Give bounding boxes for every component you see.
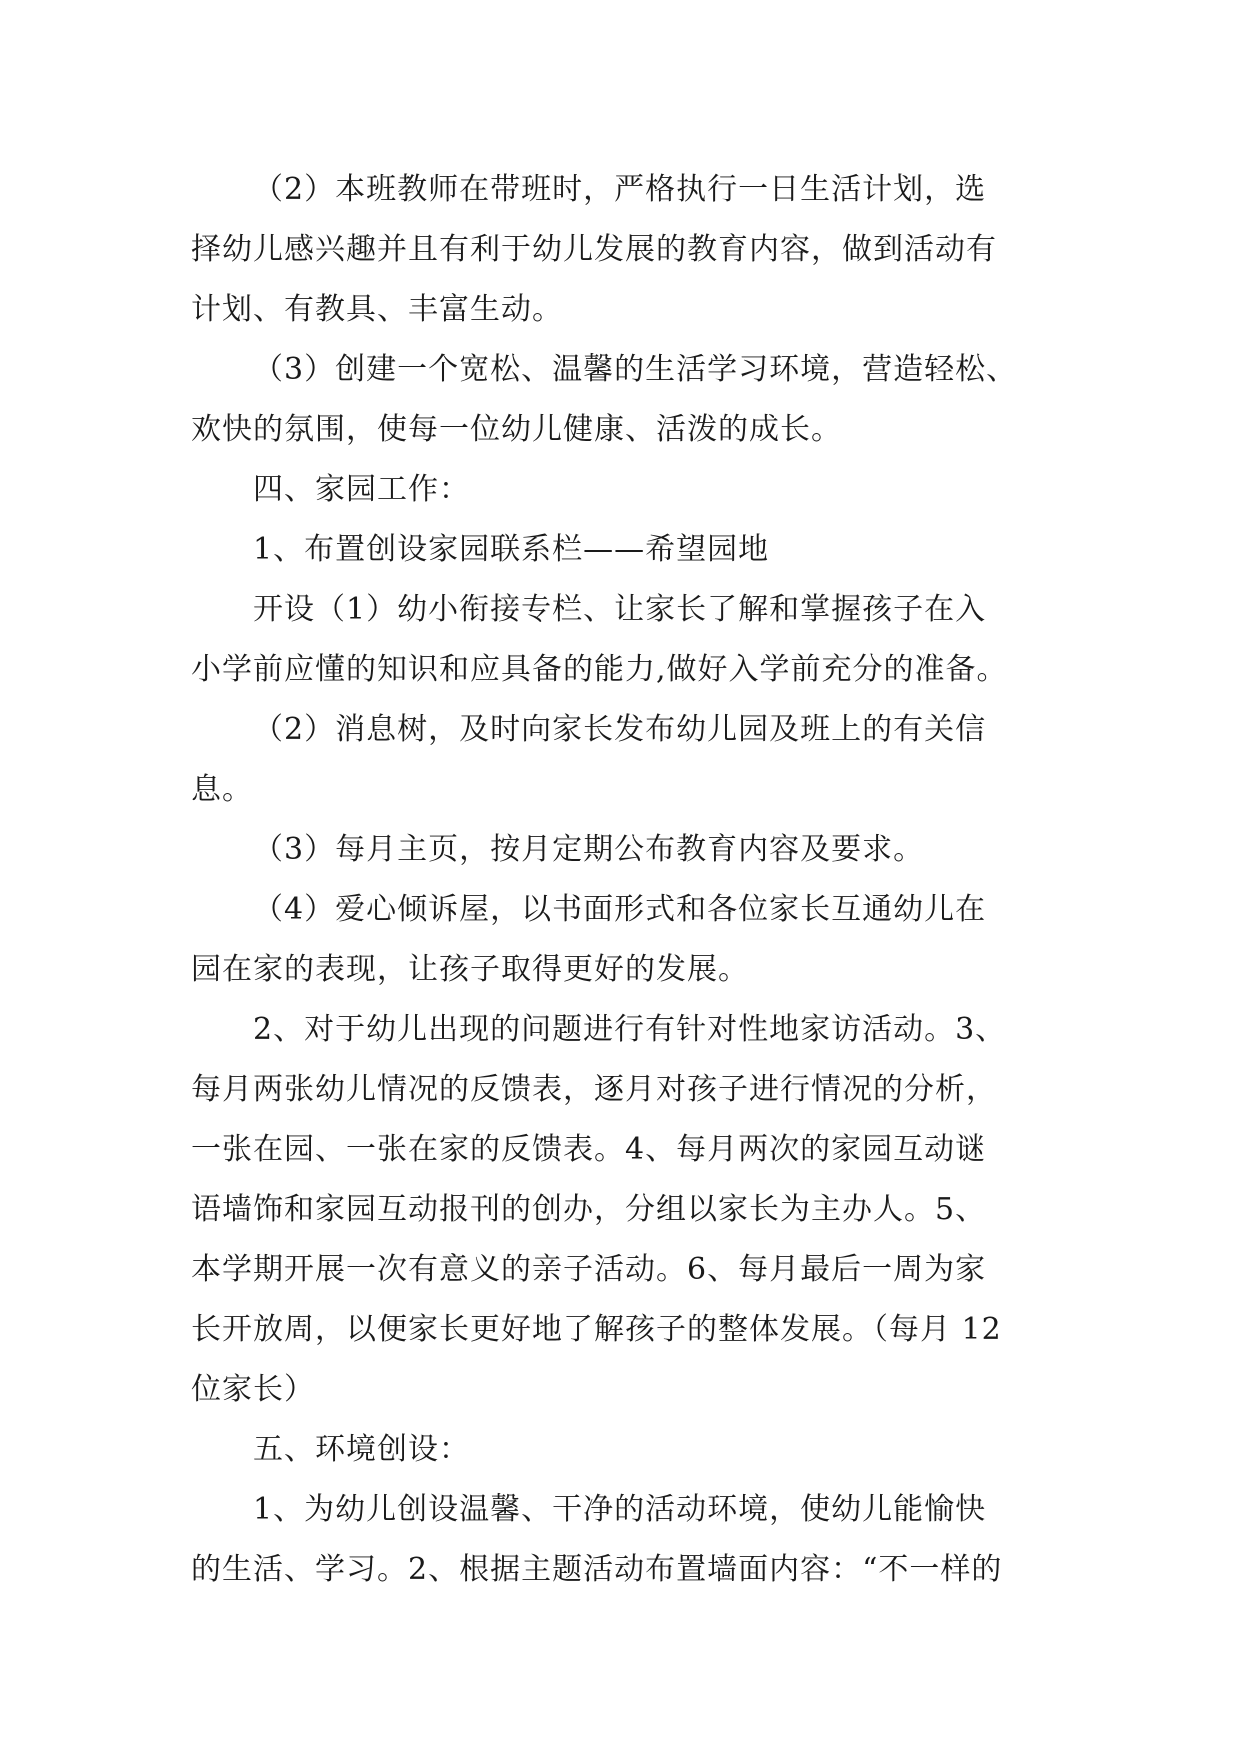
section-heading: 四、家园工作： [253, 472, 470, 507]
text-line: 1、布置创设家园联系栏——希望园地 [253, 532, 770, 567]
text-line: 2、对于幼儿出现的问题进行有针对性地家访活动。3、 [253, 1012, 1007, 1047]
text-line: 长开放周，以便家长更好地了解孩子的整体发展。（每月 12 [191, 1312, 1002, 1347]
section-heading: 五、环境创设： [253, 1432, 470, 1467]
text-line: 位家长） [191, 1372, 315, 1407]
text-line: 开设（1）幼小衔接专栏、让家长了解和掌握孩子在入 [253, 592, 987, 627]
text-line: （3）创建一个宽松、温馨的生活学习环境，营造轻松、 [253, 352, 1018, 387]
text-line: 本学期开展一次有意义的亲子活动。6、每月最后一周为家 [191, 1252, 987, 1287]
text-line: （2）消息树，及时向家长发布幼儿园及班上的有关信 [253, 712, 987, 747]
text-line: 每月两张幼儿情况的反馈表，逐月对孩子进行情况的分析， [191, 1072, 997, 1107]
text-line: 的生活、学习。2、根据主题活动布置墙面内容：“不一样的 [191, 1552, 1003, 1587]
document-body [191, 160, 1061, 1600]
text-line: 择幼儿感兴趣并且有利于幼儿发展的教育内容，做到活动有 [191, 232, 997, 267]
text-line: 语墙饰和家园互动报刊的创办，分组以家长为主办人。5、 [191, 1192, 987, 1227]
text-line: （2）本班教师在带班时，严格执行一日生活计划，选 [253, 172, 987, 207]
text-line: （3）每月主页，按月定期公布教育内容及要求。 [253, 832, 925, 867]
text-line: 1、为幼儿创设温馨、干净的活动环境，使幼儿能愉快 [253, 1492, 987, 1527]
text-line: 计划、有教具、丰富生动。 [191, 292, 563, 327]
text-line: 一张在园、一张在家的反馈表。4、每月两次的家园互动谜 [191, 1132, 987, 1167]
text-line: 欢快的氛围，使每一位幼儿健康、活泼的成长。 [191, 412, 842, 447]
text-line: 园在家的表现，让孩子取得更好的发展。 [191, 952, 749, 987]
text-line: 小学前应懂的知识和应具备的能力,做好入学前充分的准备。 [191, 652, 1008, 687]
text-line: 息。 [191, 772, 253, 807]
text-line: （4）爱心倾诉屋，以书面形式和各位家长互通幼儿在 [253, 892, 987, 927]
